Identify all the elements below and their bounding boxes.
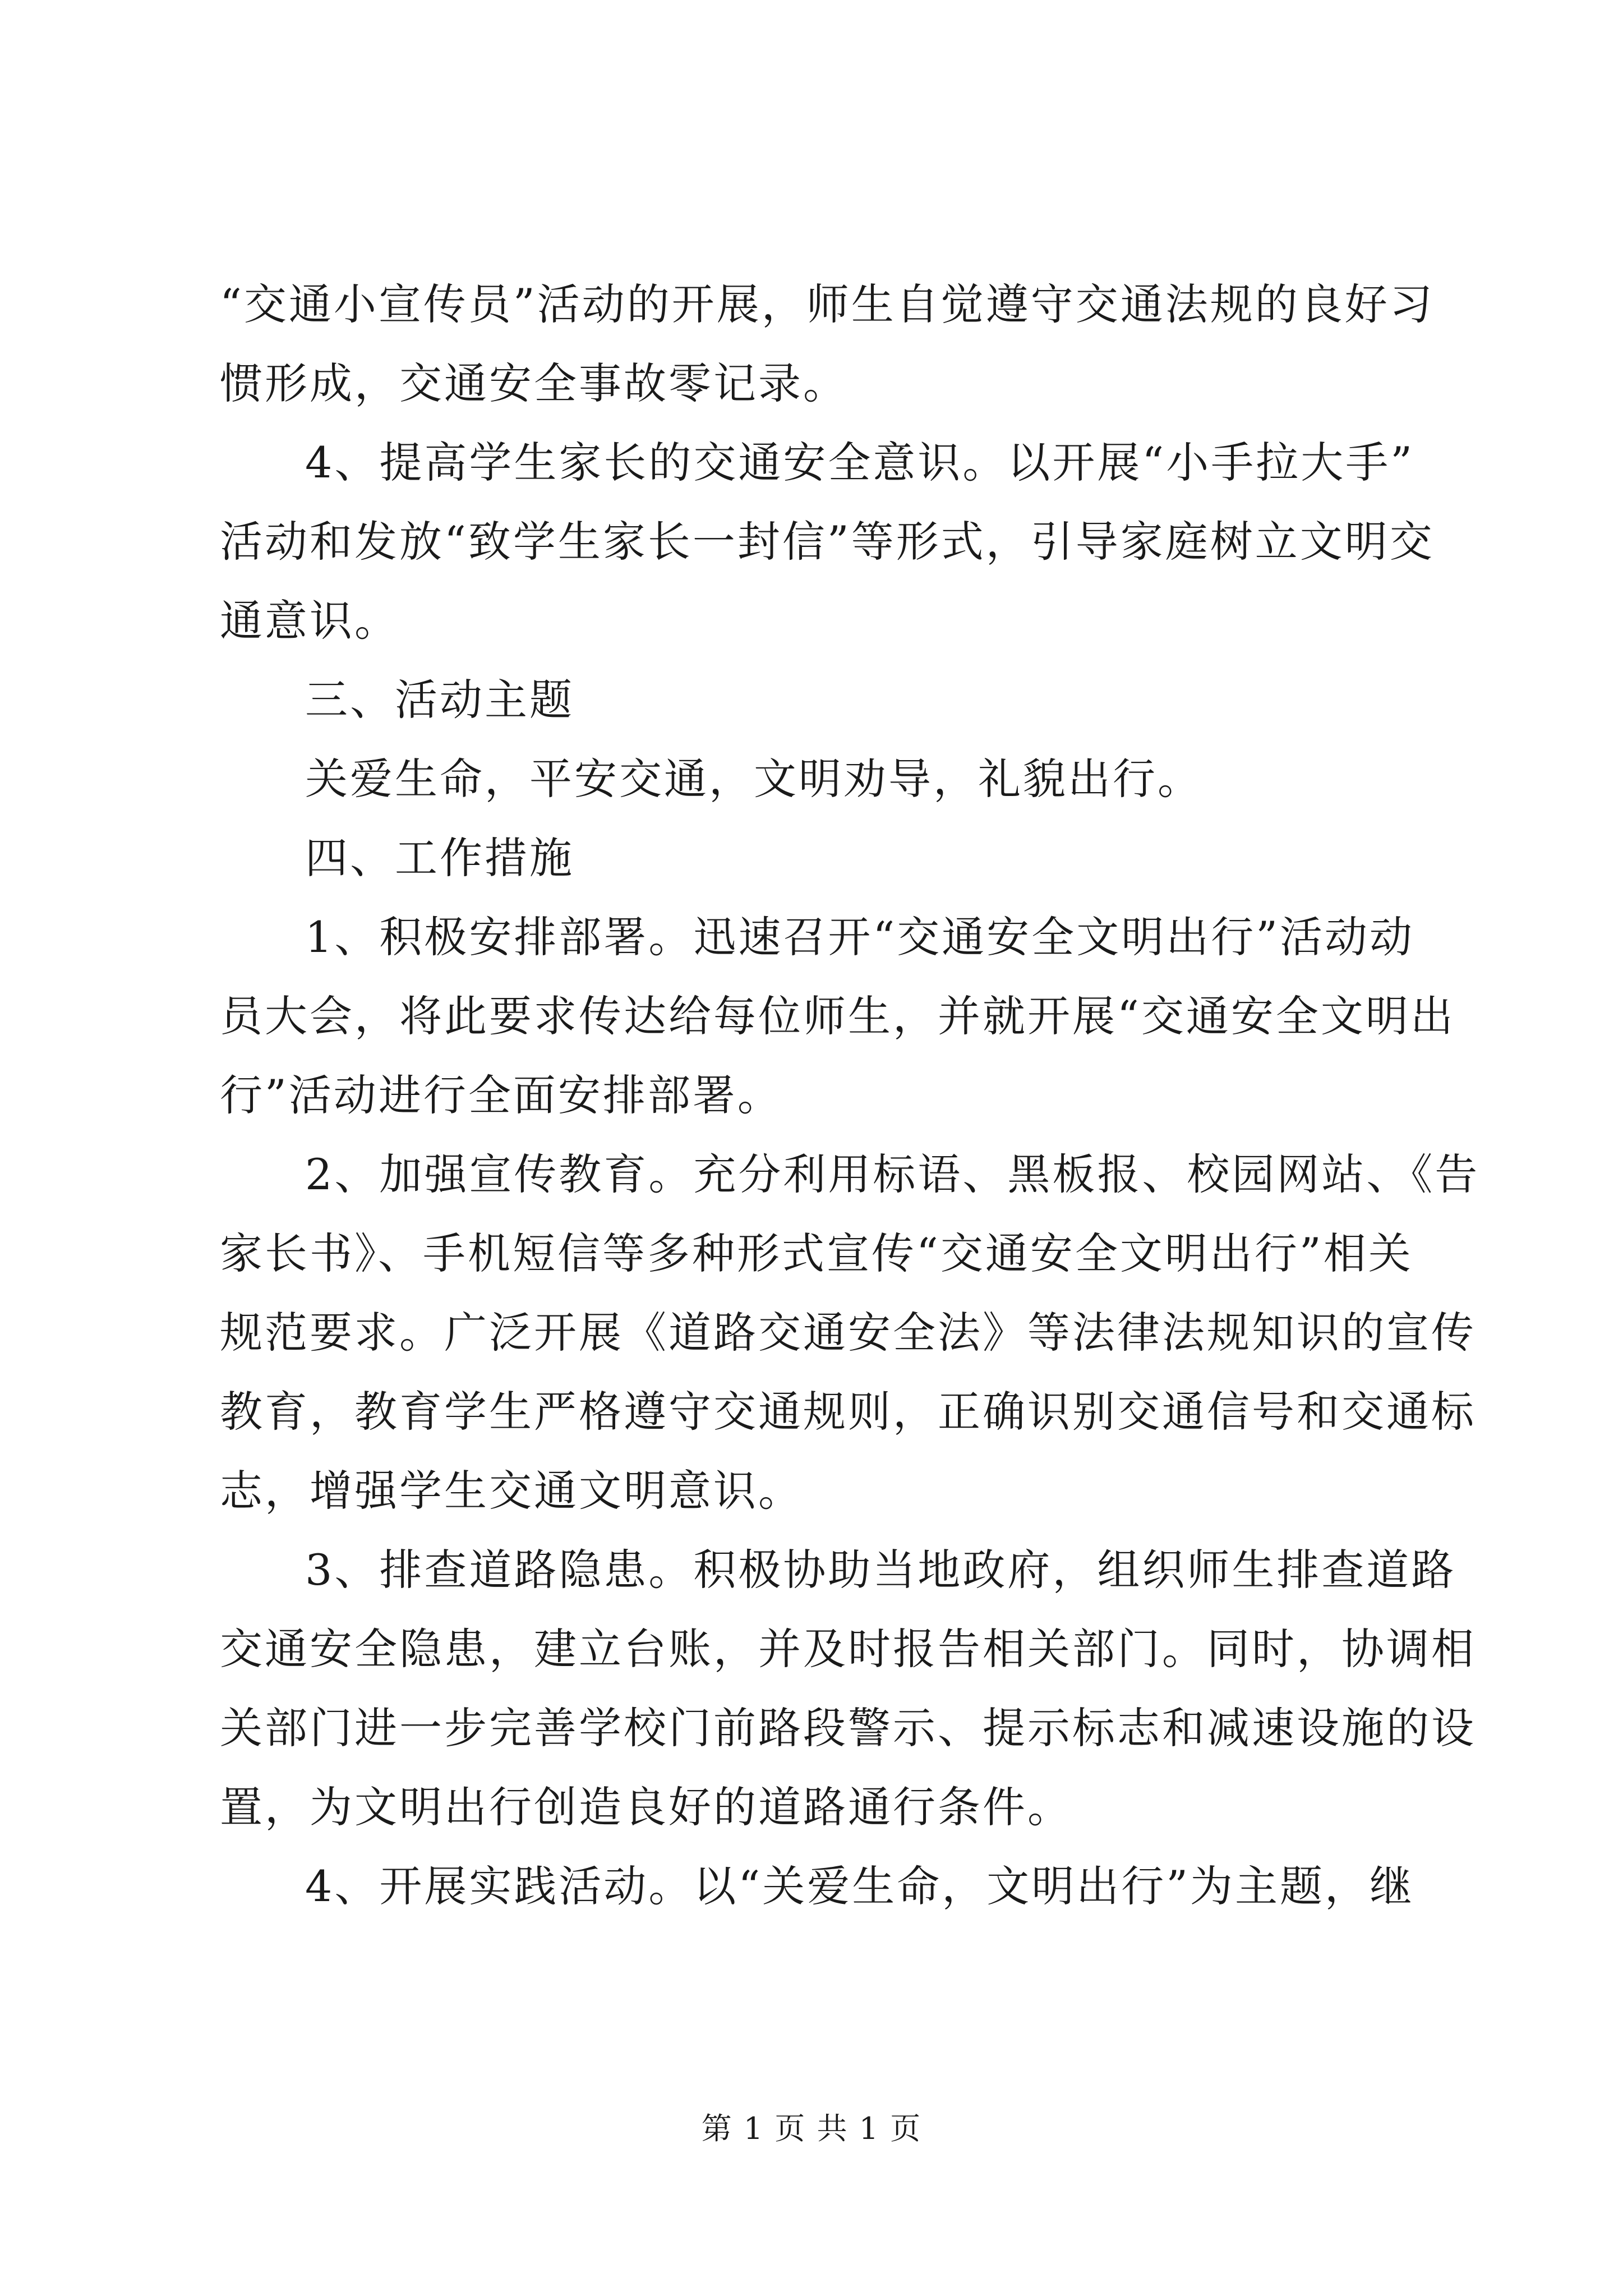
text-line: “交通小宣传员”活动的开展，师生自觉遵守交通法规的良好习 [220,279,1435,329]
text-line: 关部门进一步完善学校门前路段警示、提示标志和减速设施的设 [220,1703,1476,1753]
text-line: 教育，教育学生严格遵守交通规则，正确识别交通信号和交通标 [220,1387,1476,1437]
text-line: 交通安全隐患，建立台账，并及时报告相关部门。同时，协调相 [220,1624,1476,1674]
text-line: 活动和发放“致学生家长一封信”等形式，引导家庭树立文明交 [220,517,1435,567]
text-line: 4、开展实践活动。以“关爱生命，文明出行”为主题，继 [305,1861,1415,1911]
text-line: 家长书》、手机短信等多种形式宣传“交通安全文明出行”相关 [220,1228,1413,1278]
page-footer: 第 1 页 共 1 页 [701,2111,922,2146]
text-line: 4、提高学生家长的交通安全意识。以开展“小手拉大手” [305,438,1415,487]
section-heading: 三、活动主题 [305,675,574,725]
text-line: 关爱生命，平安交通，文明劝导，礼貌出行。 [305,754,1202,804]
text-line: 行”活动进行全面安排部署。 [220,1070,782,1120]
text-line: 通意识。 [220,596,399,646]
text-line: 2、加强宣传教育。充分利用标语、黑板报、校园网站、《告 [305,1149,1480,1199]
text-line: 1、积极安排部署。迅速召开“交通安全文明出行”活动动 [305,912,1415,962]
text-line: 规范要求。广泛开展《道路交通安全法》等法律法规知识的宣传 [220,1308,1476,1358]
document-body [220,279,1480,1944]
text-line: 员大会，将此要求传达给每位师生，并就开展“交通安全文明出 [220,991,1455,1041]
text-line: 3、排查道路隐患。积极协助当地政府，组织师生排查道路 [305,1545,1456,1595]
text-line: 惯形成，交通安全事故零记录。 [220,358,848,408]
text-line: 置，为文明出行创造良好的道路通行条件。 [220,1782,1072,1832]
section-heading: 四、工作措施 [305,833,574,883]
text-line: 志，增强学生交通文明意识。 [220,1466,803,1516]
